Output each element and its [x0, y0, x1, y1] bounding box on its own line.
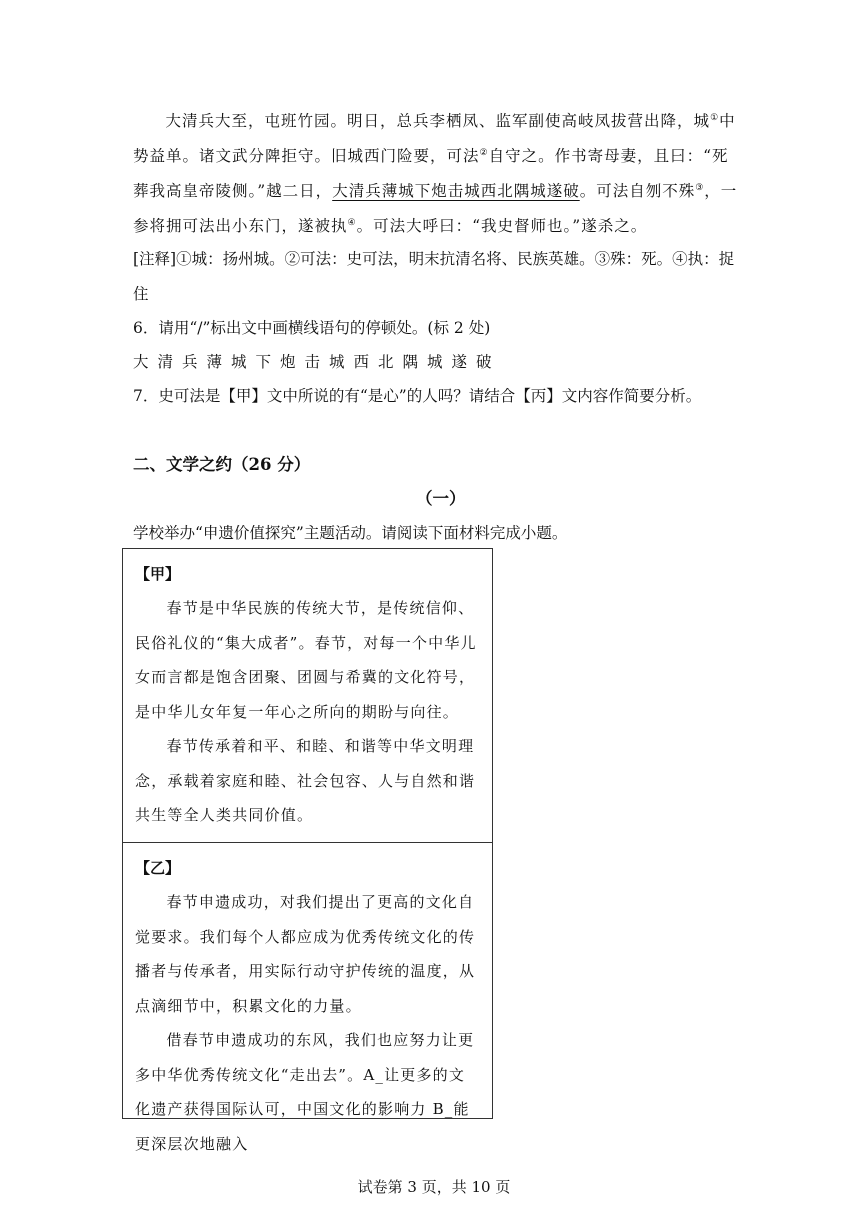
note-marker: ②	[479, 147, 489, 158]
passage-text: 。可法大呼曰：“我史督师也。”遂杀之。	[356, 217, 648, 235]
note-marker: ①	[710, 112, 720, 123]
passage-text: 大清兵大至，屯班竹园。明日，总兵李栖凤、监军副使高岐凤拔营出降，城	[165, 112, 711, 130]
passage-text: 自守之。作书寄母妻，且曰：“死葬我高皇帝陵侧。”越二日，	[133, 147, 729, 200]
page-footer: 试卷第 3 页，共 10 页	[357, 1178, 511, 1196]
material-jia-paragraph-1: 春节是中华民族的传统大节，是传统信仰、民俗礼仪的“集大成者”。春节，对每一个中华儿女而言都是饱含团聚、团圆与希冀的文化符号，是中华儿女年复一年心之所向的期盼与向往。	[135, 599, 477, 721]
note-marker: ③	[695, 182, 705, 193]
annotation-line-2: 住	[133, 285, 149, 303]
material-jia-label: 【甲】	[135, 565, 181, 583]
material-jia	[123, 557, 492, 843]
annotation-line-1: [注释]①城：扬州城。②可法：史可法，明末抗清名将、民族英雄。③殊：死。④执：捉	[133, 250, 735, 268]
material-jia-paragraph-2: 春节传承着和平、和睦、和谐等中华文明理念，承载着家庭和睦、社会包容、人与自然和谐共生等全人类共同价值。	[135, 737, 476, 824]
section-intro: 学校举办“申遗价值探究”主题活动。请阅读下面材料完成小题。	[133, 524, 568, 542]
question-7: 7．史可法是【甲】文中所说的有“是心”的人吗？请结合【丙】文内容作简要分析。	[133, 387, 702, 405]
material-yi-paragraph-1: 春节申遗成功，对我们提出了更高的文化自觉要求。我们每个人都应成为优秀传统文化的传播者与传承者，用实际行动守护传统的温度，从点滴细节中，积累文化的力量。	[135, 893, 476, 1015]
underlined-sentence: 大清兵薄城下炮击城西北隅城遂破	[332, 182, 580, 200]
passage-text: 。可法自刎不殊	[579, 182, 696, 200]
passage-text: ，一参将拥可法出小东门，遂被执	[133, 182, 738, 235]
passage-text: 中势益单。诸文武分陴拒守。旧城西门险要，可法	[133, 112, 736, 165]
note-marker: ④	[347, 217, 357, 228]
classical-passage	[133, 104, 743, 244]
subsection-number: （一）	[416, 489, 466, 508]
question-6-sentence: 大清兵薄城下炮击城西北隅城遂破	[133, 353, 501, 371]
material-yi	[123, 851, 492, 1161]
material-yi-label: 【乙】	[135, 859, 181, 877]
material-box	[122, 548, 493, 1153]
material-yi-paragraph-2: 借春节申遗成功的东风，我们也应努力让更多中华优秀传统文化“走出去”。A_让更多的文化遗产获得国际认可，中国文化的影响力 B_能更深层次地融入	[135, 1031, 475, 1153]
section-heading: 二、文学之约（26 分）	[133, 455, 311, 474]
question-6: 6．请用“/”标出文中画横线语句的停顿处。(标 2 处)	[133, 319, 491, 337]
